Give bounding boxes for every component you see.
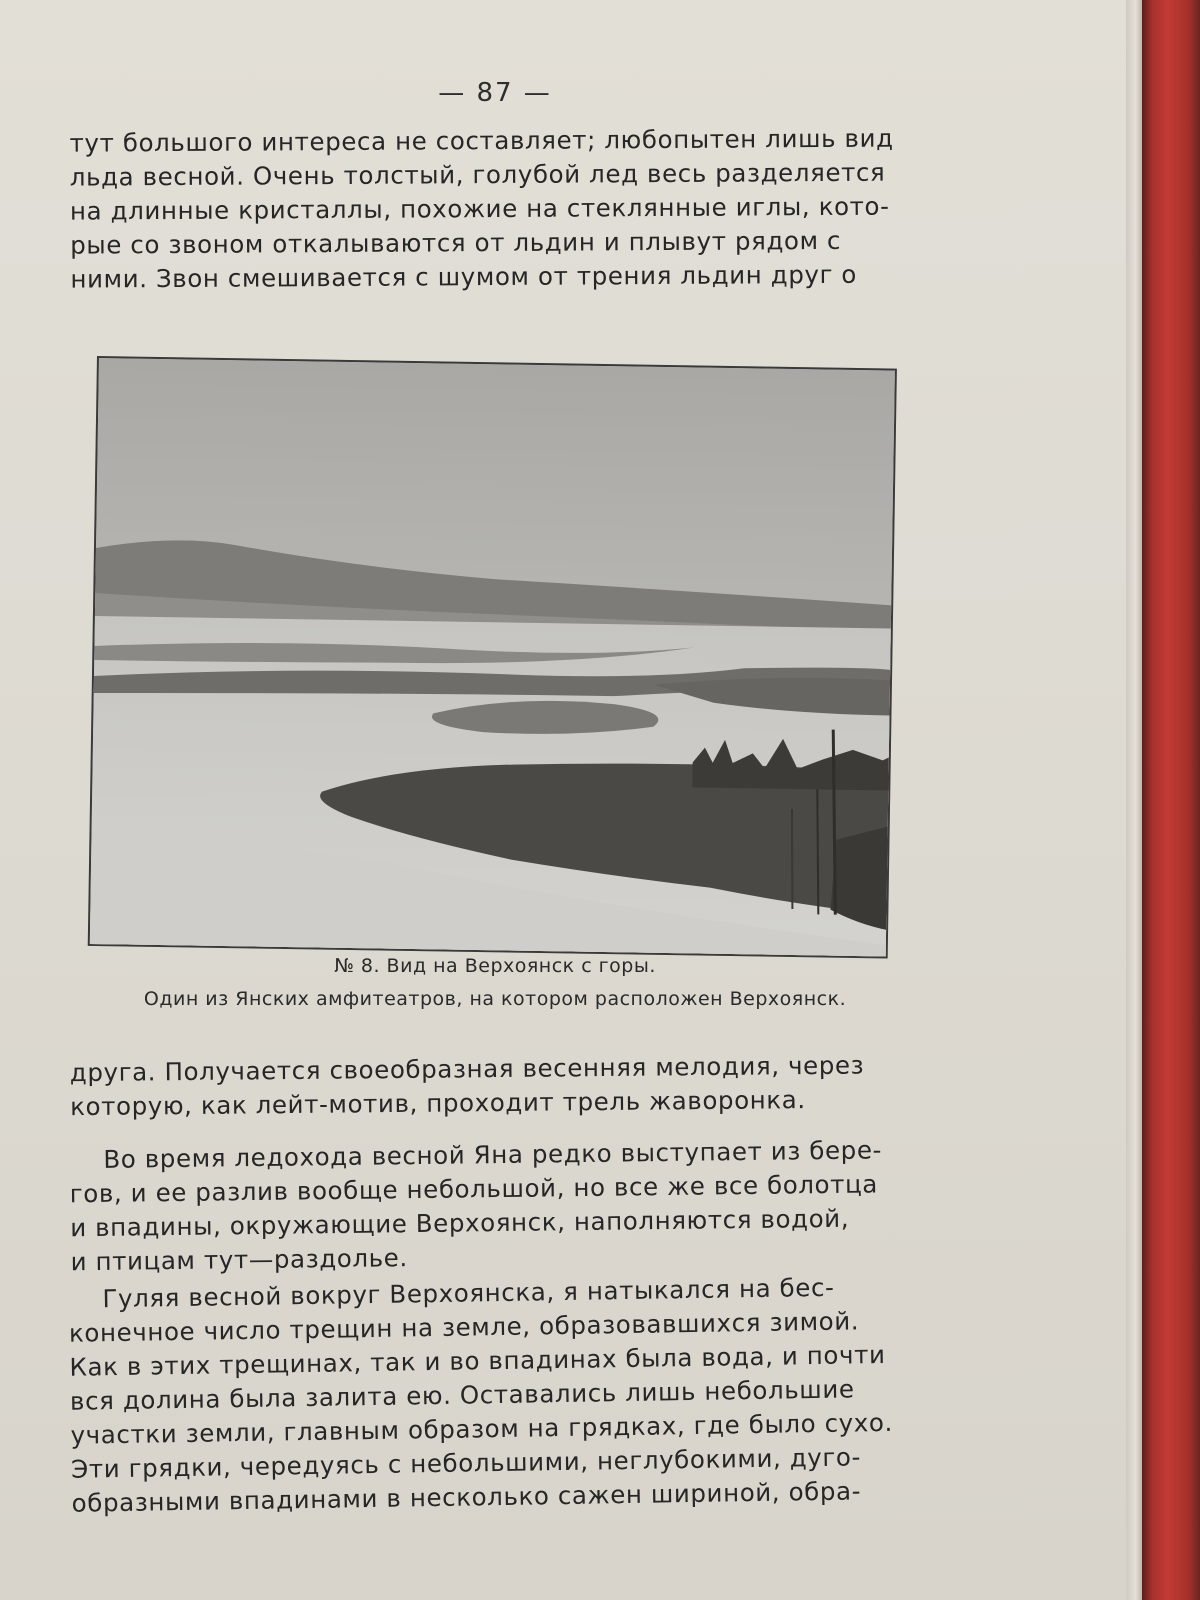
page-number: — 87 — bbox=[438, 78, 552, 108]
landscape-photo bbox=[88, 356, 897, 958]
text-line: которую, как лейт-мотив, проходит трель жаворонка. bbox=[70, 1085, 806, 1122]
text-line: тут большого интереса не составляет; любопытен лишь вид bbox=[69, 123, 894, 158]
text-line: образными впадинами в несколько сажен шириной, обра- bbox=[71, 1476, 862, 1518]
text-line: льда весной. Очень толстый, голубой лед весь разделяется bbox=[69, 157, 886, 192]
text-line: участки земли, главным образом на грядках, где было сухо. bbox=[70, 1407, 894, 1450]
text-line: Во время ледохода весной Яна редко выступает из бере- bbox=[103, 1135, 883, 1174]
text-line: конечное число трещин на земле, образовавшихся зимой. bbox=[68, 1306, 860, 1348]
paragraph-walk bbox=[68, 1269, 932, 1520]
text-line: и впадины, окружающие Верхоянск, наполняются водой, bbox=[70, 1203, 850, 1243]
figure-caption-title: № 8. Вид на Верхоянск с горы. bbox=[334, 955, 656, 977]
text-line: гов, и ее разлив вообще небольшой, но все же все болотца bbox=[69, 1169, 879, 1209]
paragraph-bottom bbox=[70, 1048, 931, 1124]
paragraph-top bbox=[69, 121, 930, 296]
text-line: и птицам тут—раздолье. bbox=[70, 1243, 408, 1277]
text-line: на длинные кристаллы, похожие на стеклянные иглы, кото- bbox=[69, 191, 890, 226]
page-edge bbox=[1126, 0, 1142, 1600]
text-line: друга. Получается своеобразная весенняя мелодия, через bbox=[69, 1050, 865, 1088]
text-line: ними. Звон смешивается с шумом от трения льдин друг о bbox=[70, 259, 858, 294]
text-line: Как в этих трещинах, так и во впадинах была вода, и почти bbox=[69, 1339, 886, 1382]
text-line: рые со звоном откалываются от льдин и плывут рядом с bbox=[70, 225, 842, 260]
paragraph-flood bbox=[69, 1133, 931, 1279]
figure-caption-text: Один из Янских амфитеатров, на котором расположен Верхоянск. bbox=[143, 988, 847, 1010]
text-line: Гуляя весной вокруг Верхоянска, я натыкался на бес- bbox=[102, 1272, 835, 1314]
text-line: Эти грядки, чередуясь с небольшими, неглубокими, дуго- bbox=[70, 1442, 862, 1484]
photo-illustration bbox=[90, 358, 897, 958]
text-line: вся долина была залита ею. Оставались лишь небольшие bbox=[69, 1374, 855, 1416]
red-book-cover-edge bbox=[1142, 0, 1200, 1600]
